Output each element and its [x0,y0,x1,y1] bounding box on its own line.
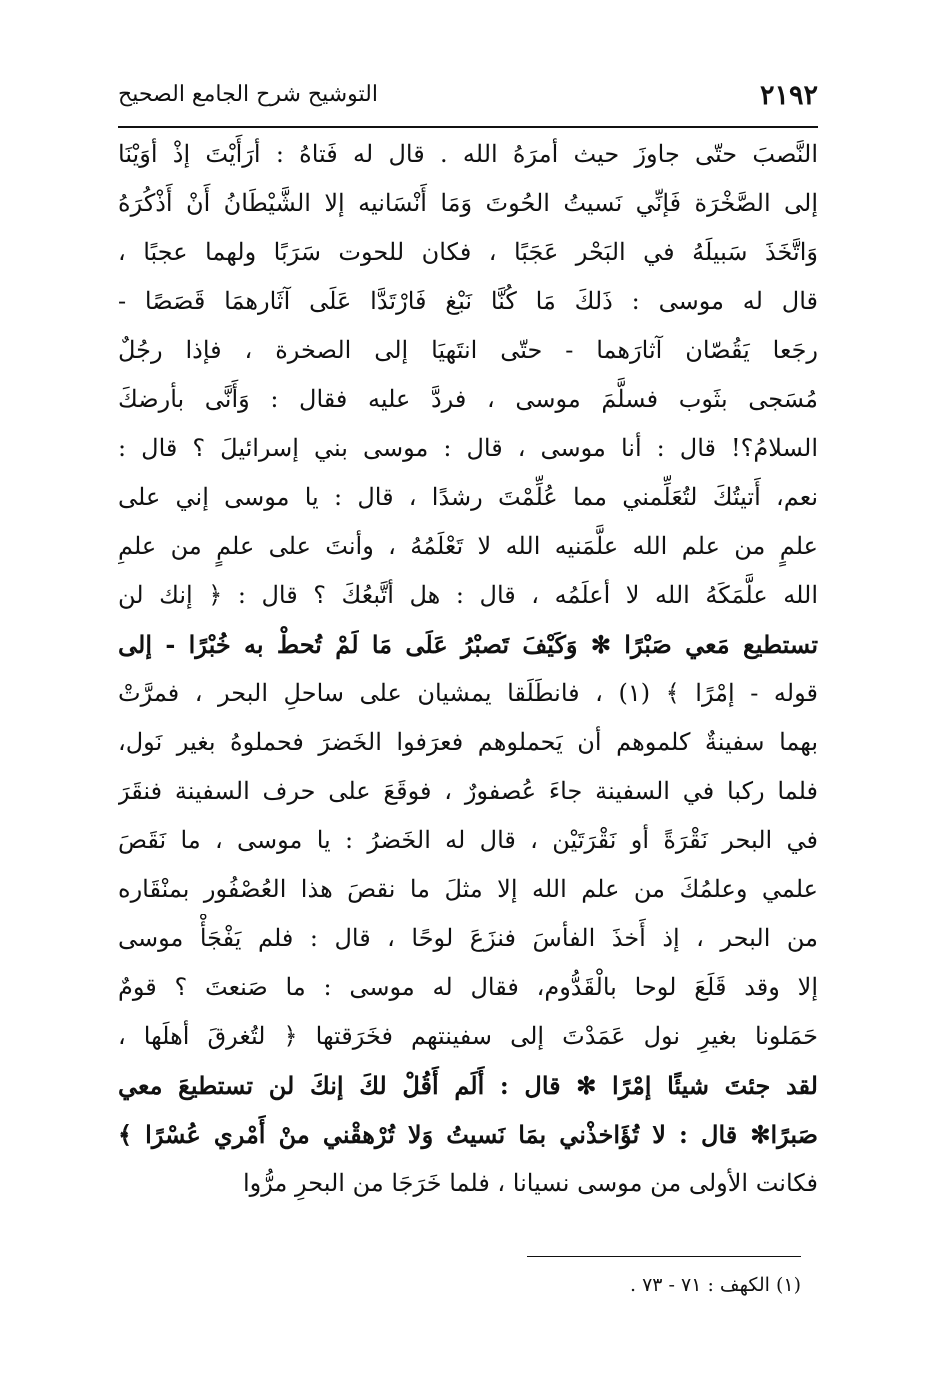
text-line: حَمَلونا بغيرِ نول عَمَدْتَ إلى سفينتهم فخَرَقتها ﴿ لتُغرقَ أهلَها ، [118,1022,818,1050]
text-line: فكانت الأولى من موسى نسيانا ، فلما خَرَجَا من البحرِ مرُّوا [243,1169,818,1197]
text-line: في البحر نَقْرَةً أو نَقْرَتَيْن ، قال له الخَضرُ : يا موسى ، ما نَقَصَ [118,826,818,854]
text-line: مُسَجى بثَوب فسلَّمَ موسى ، فردَّ عليه فقال : وَأَنَّى بأرضكَ [118,385,818,413]
text-line: قال له موسى : ذَلكَ مَا كُنَّا نَبْغ فَارْتَدَّا عَلَى آثَارهمَا قَصَصًا - [118,287,818,315]
text-line: فلما ركبا في السفينة جاءَ عُصفورٌ ، فوقَعَ على حرف السفينة فنقَرَ [118,777,818,805]
text-line: علمي وعلمُكَ من علم الله إلا مثلَ ما نقصَ هذا العُصْفُور بمنْقَاره [118,875,818,903]
text-line: من البحر ، إذ أَخذَ الفأسَ فنزَعَ لوحًا ، قال : فلم يَفْجَأْ موسى [118,924,818,952]
body-text [118,130,818,1208]
text-line: بهما سفينةٌ كلموهم أن يَحملوهم فعرَفوا الخَضرَ فحملوهُ بغير نَول، [118,728,818,756]
running-title: التوشيح شرح الجامع الصحيح [118,82,378,107]
text-line: السلامُ؟! قال : أنا موسى ، قال : موسى بني إسرائيلَ ؟ قال : [118,434,818,462]
text-line: قوله - إمْرًا ﴾ (١) ، فانطَلَقا يمشيان على ساحلِ البحر ، فمرَّتْ [118,679,818,707]
text-line: إلى الصَّخْرَة فَإنِّي نَسيتُ الحُوتَ وَمَا أَنْسَانيه إلا الشَّيْطَانُ أَنْ أَذْكُرَهُ [118,189,818,217]
page-number: ٢١٩٢ [759,80,818,111]
footnote-rule [527,1256,801,1257]
text-line: تستطيع مَعي صَبْرًا ✻ وَكَيْفَ تَصبْرُ عَلَى مَا لَمْ تُحطْ به خُبْرًا - إلى [118,630,818,659]
text-line: لقد جئتَ شيئًا إمْرًا ✻ قال : أَلَم أَقُلْ لكَ إنكَ لن تستطيعَ معي [118,1071,818,1100]
text-line: إلا وقد قَلَعَ لوحا بالْقَدُّوم، فقال له موسى : ما صَنعتَ ؟ قومٌ [118,973,818,1001]
text-line: رجَعا يَقُصّان آثارَهما - حتّى انتَهيَا إلى الصخرة ، فإذا رجُلٌ [118,336,818,364]
header-rule [118,126,818,128]
text-line: الله علَّمَكَهُ الله لا أعلَمُه ، قال : هل أتَّبعُكَ ؟ قال : ﴿ إنك لن [118,581,818,609]
footnote: (١) الكهف : ٧١ - ٧٣ . [630,1274,801,1296]
page-header [118,80,818,120]
text-line: نعم، أَتيتُكَ لتُعَلِّمني مما عُلِّمْتَ رشدًا ، قال : يا موسى إني على [118,483,818,511]
text-line: صَبرًا✻ قال : لا تُؤَاخذْني بمَا نَسيتُ وَلا تُرْهقْني منْ أَمْري عُسْرًا ﴾ [118,1120,818,1149]
text-line: علمٍ من علم الله علَّمَنيه الله لا تَعْلَمُهُ ، وأنتَ على علمٍ من علمِ [118,532,818,560]
text-line: النَّصبَ حتّى جاوزَ حيث أمرَهُ الله . قال له فَتاهُ : أرَأَيْتَ إذْ أوَيْنَا [118,140,818,168]
text-line: وَاتَّخَذَ سَبيلَهُ في البَحْر عَجَبًا ، فكان للحوت سَرَبًا ولهما عجبًا ، [118,238,818,266]
